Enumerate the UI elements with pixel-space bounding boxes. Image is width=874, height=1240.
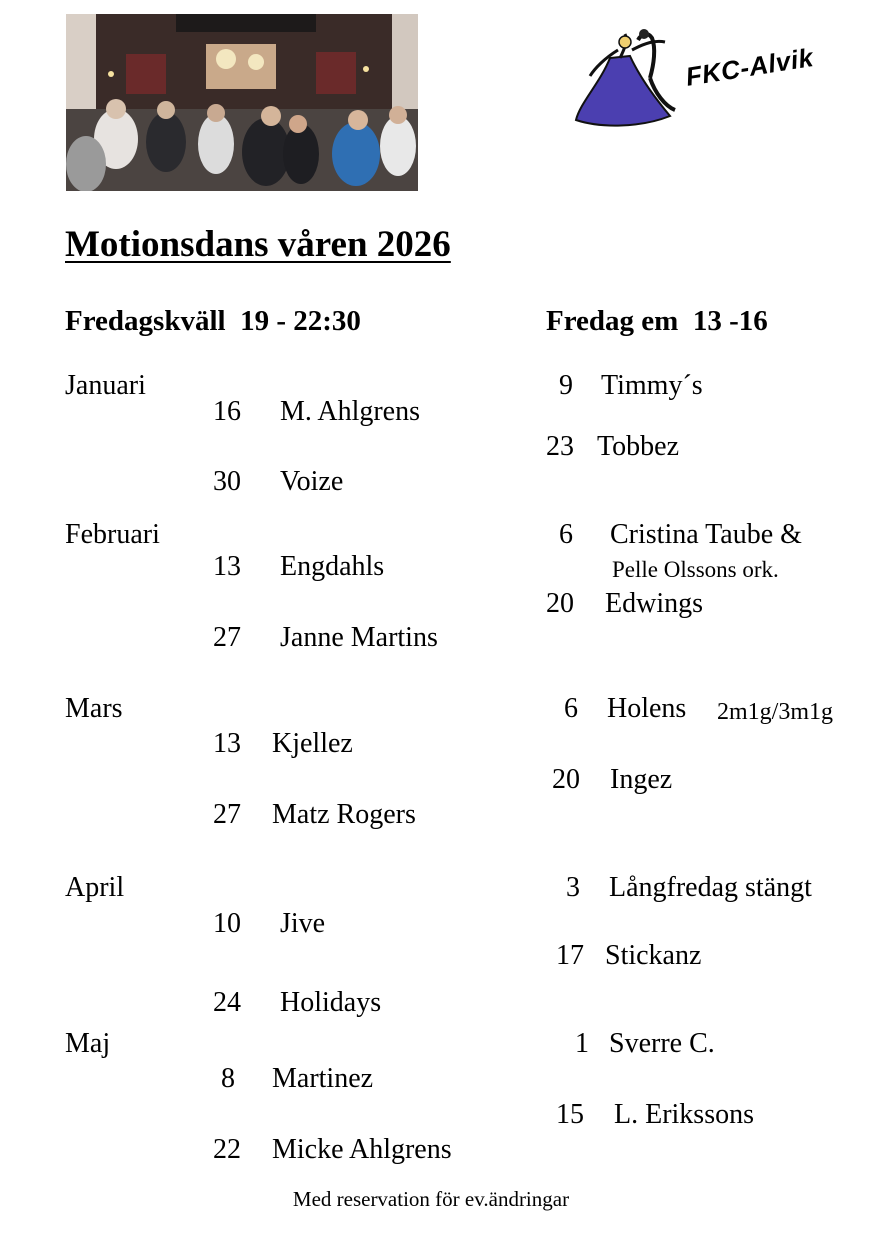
page-title: Motionsdans våren 2026: [65, 224, 451, 265]
evening-band: Janne Martins: [280, 622, 438, 653]
afternoon-band: Timmy´s: [601, 370, 703, 401]
evening-day: 22: [213, 1134, 241, 1165]
footer-disclaimer: Med reservation för ev.ändringar: [292, 1187, 570, 1211]
evening-heading: Fredagskväll 19 - 22:30: [65, 305, 361, 337]
afternoon-band: Holens: [607, 693, 687, 724]
evening-day: 13: [213, 728, 241, 759]
evening-band: Micke Ahlgrens: [272, 1134, 452, 1165]
evening-band: Holidays: [280, 987, 382, 1018]
afternoon-band: Långfredag stängt: [609, 872, 812, 903]
afternoon-band: Stickanz: [605, 940, 702, 971]
month-label: April: [65, 872, 125, 903]
afternoon-band: Cristina Taube &: [610, 519, 802, 550]
evening-day: 16: [213, 396, 241, 427]
afternoon-heading: Fredag em 13 -16: [546, 305, 768, 337]
month-label: Maj: [65, 1028, 111, 1059]
evening-day: 30: [213, 466, 241, 497]
evening-band: Voize: [280, 466, 344, 497]
afternoon-day: 3: [566, 872, 580, 903]
evening-band: Matz Rogers: [272, 799, 416, 830]
afternoon-band: Sverre C.: [609, 1028, 715, 1059]
evening-band: Jive: [280, 908, 326, 939]
month-label: Januari: [65, 370, 146, 401]
month-label: Februari: [65, 519, 160, 550]
afternoon-note: 2m1g/3m1g: [717, 699, 834, 725]
evening-day: 27: [213, 799, 241, 830]
afternoon-day: 20: [546, 588, 574, 619]
evening-band: M. Ahlgrens: [280, 396, 420, 427]
afternoon-band: Tobbez: [597, 431, 680, 462]
afternoon-day: 1: [575, 1028, 589, 1059]
evening-day: 13: [213, 551, 241, 582]
evening-day: 24: [213, 987, 241, 1018]
evening-band: Kjellez: [272, 728, 353, 759]
evening-band: Martinez: [272, 1063, 374, 1094]
afternoon-day: 20: [552, 764, 580, 795]
afternoon-day: 9: [559, 370, 573, 401]
evening-day: 8: [221, 1063, 235, 1094]
month-label: Mars: [65, 693, 123, 724]
evening-day: 27: [213, 622, 241, 653]
dance-floor-photo: [66, 14, 418, 191]
evening-band: Engdahls: [280, 551, 385, 582]
afternoon-note: Pelle Olssons ork.: [612, 557, 779, 582]
afternoon-day: 17: [556, 940, 584, 971]
afternoon-band: Ingez: [610, 764, 673, 795]
afternoon-day: 6: [564, 693, 578, 724]
afternoon-day: 6: [559, 519, 573, 550]
afternoon-band: L. Erikssons: [614, 1099, 754, 1130]
logo-text: FKC-Alvik: [683, 42, 816, 92]
afternoon-day: 15: [556, 1099, 584, 1130]
afternoon-day: 23: [546, 431, 574, 462]
afternoon-band: Edwings: [605, 588, 703, 619]
evening-day: 10: [213, 908, 241, 939]
